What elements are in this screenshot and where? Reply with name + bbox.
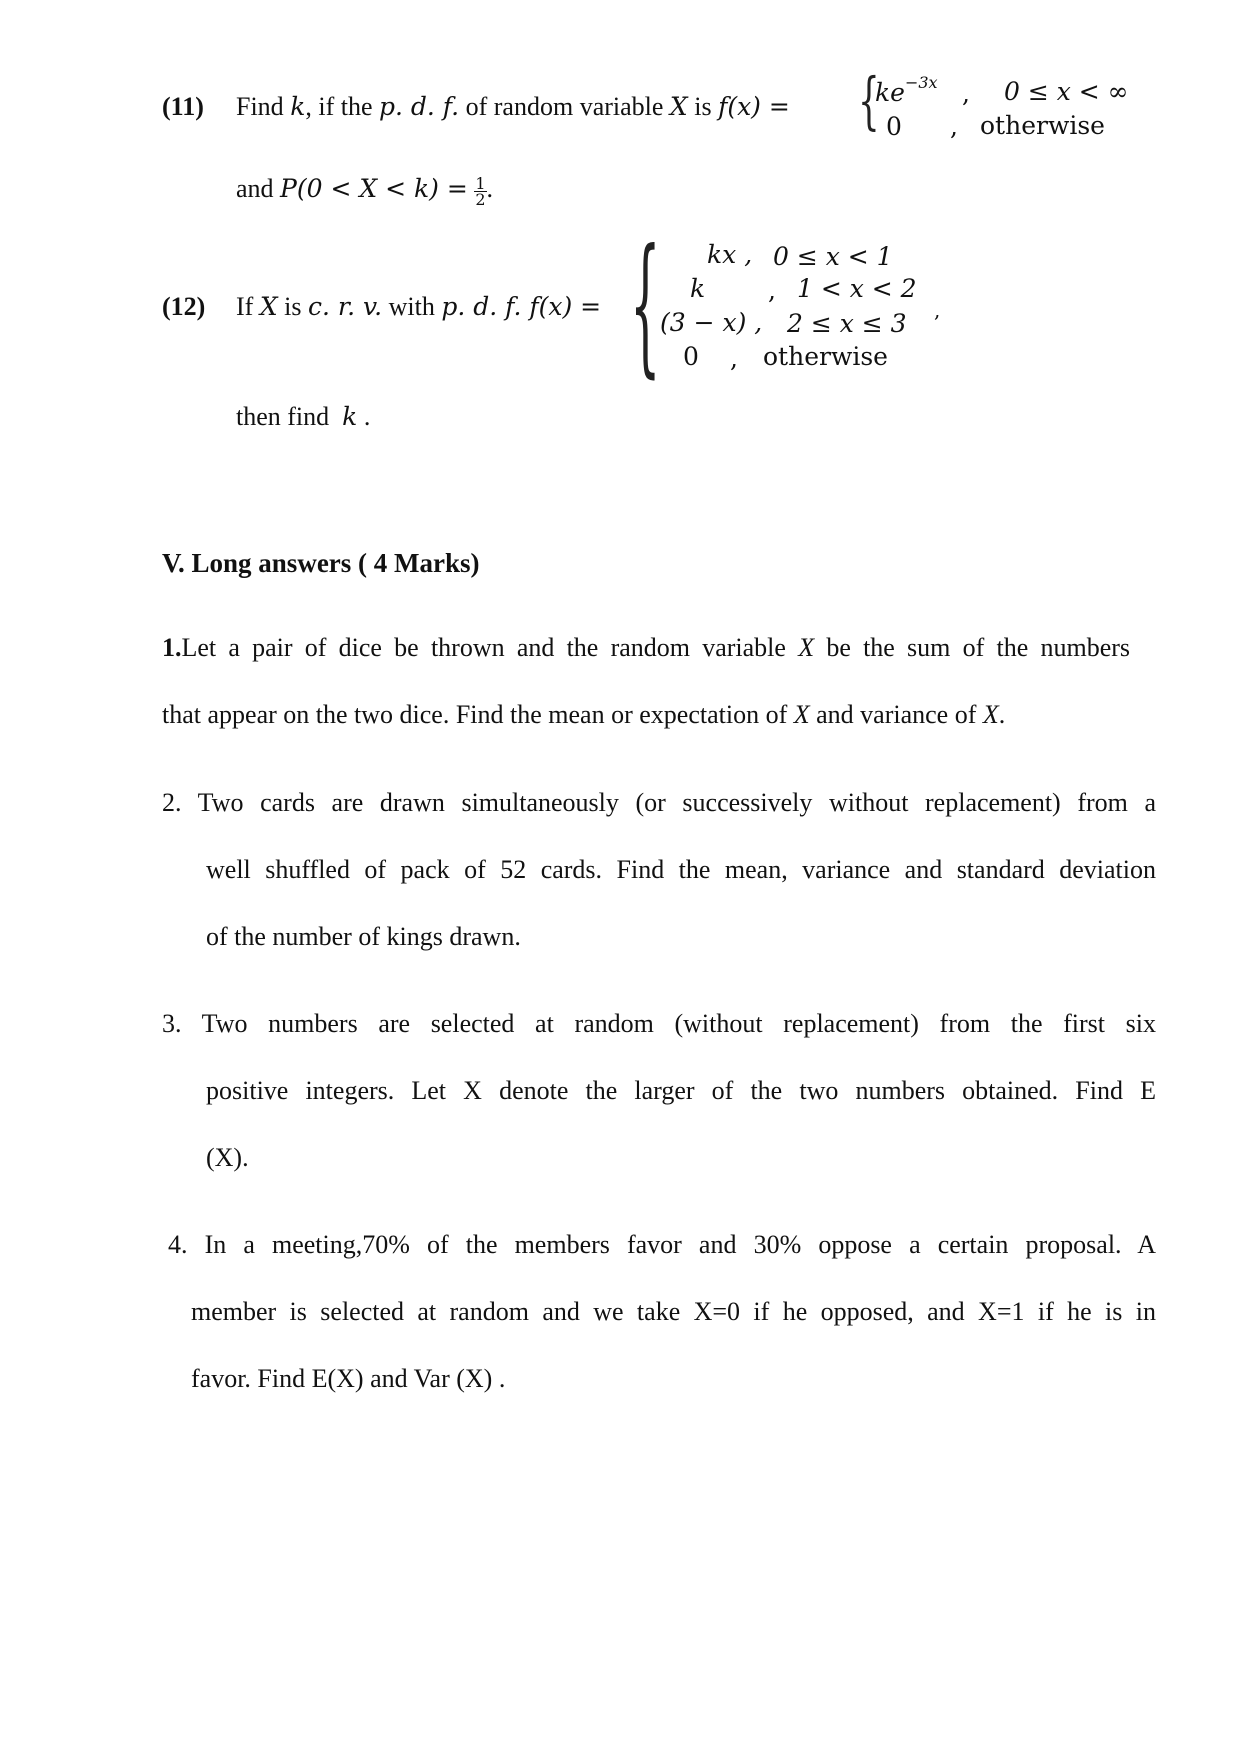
text-segment: be the sum of the numbers — [826, 633, 1131, 662]
text-segment: and variance of — [816, 700, 977, 729]
text-segment: . — [363, 402, 371, 431]
long-answer-line: (X). — [206, 1143, 249, 1172]
fraction-numerator: 1 — [475, 174, 486, 193]
case-expression: kx , — [707, 240, 753, 269]
question-text — [236, 92, 790, 122]
long-answer-line: favor. Find E(X) and Var (X) . — [191, 1364, 506, 1393]
math-probability: P(0 < X < k) = — [280, 174, 468, 203]
text-segment: Let a pair of dice be thrown and the random variable — [181, 633, 786, 662]
math-fx: f(x) = — [718, 92, 790, 121]
left-brace: { — [858, 64, 880, 137]
case-condition: 2 ≤ x ≤ 3 — [787, 309, 907, 338]
section-title: V. Long answers ( 4 Marks) — [162, 548, 480, 578]
question-number: (12) — [162, 292, 206, 321]
long-answer-line: 3. Two numbers are selected at random (without replacement) from the first six — [162, 1009, 1156, 1038]
case-expression: 0 — [683, 342, 699, 371]
long-answer-line — [162, 700, 1005, 730]
text-segment: and — [236, 174, 274, 203]
case-comma: , — [950, 112, 958, 141]
math-exponent: −3x — [904, 73, 938, 92]
text-segment: If — [236, 292, 254, 321]
long-answer-line: 2. Two cards are drawn simultaneously (or successively without replacement) from a — [162, 788, 1156, 817]
question-line-2 — [236, 402, 370, 432]
math-x: X — [982, 700, 999, 729]
case-condition: 0 ≤ x < ∞ — [1004, 77, 1129, 106]
case-condition: 0 ≤ x < 1 — [773, 242, 893, 271]
math-k: k — [290, 92, 306, 121]
text-segment: . — [998, 700, 1006, 729]
text-segment: . — [486, 174, 493, 203]
math-x: X — [669, 92, 688, 121]
long-answer-line: of the number of kings drawn. — [206, 922, 521, 951]
text-segment: , if the — [305, 92, 373, 121]
long-answer-line: well shuffled of pack of 52 cards. Find the mean, variance and standard deviation — [206, 855, 1156, 884]
math-x: X — [793, 700, 810, 729]
math-x: X — [798, 633, 815, 662]
long-answer-line: 4. In a meeting,70% of the members favor and 30% oppose a certain proposal. A — [168, 1230, 1156, 1259]
math-pdf: p. d. f. f(x) = — [441, 292, 602, 321]
question-text — [236, 292, 601, 322]
case-comma: , — [962, 79, 970, 108]
math-crv: c. r. v. — [307, 292, 383, 321]
case-expression — [875, 73, 938, 107]
case-expression: k — [690, 274, 706, 303]
math-ke: ke — [875, 78, 905, 107]
question-line-2 — [236, 174, 493, 207]
fraction-half — [474, 176, 486, 207]
case-condition: 1 < x < 2 — [797, 274, 917, 303]
text-segment: of random variable — [465, 92, 664, 121]
case-expression: (3 − x) , — [660, 308, 763, 337]
long-answer-line: positive integers. Let X denote the larger of the two numbers obtained. Find E — [206, 1076, 1156, 1105]
fraction-denominator: 2 — [475, 190, 486, 209]
text-segment: is — [694, 92, 712, 121]
math-x: X — [259, 292, 278, 321]
question-number: 1. — [162, 633, 182, 662]
long-answer-line — [162, 633, 1130, 663]
trailing-comma: , — [934, 298, 941, 322]
case-comma: , — [730, 344, 738, 373]
text-segment: then find — [236, 402, 330, 431]
text-segment: is — [284, 292, 302, 321]
math-k: k — [342, 402, 358, 431]
left-brace: { — [630, 218, 661, 392]
text-segment: that appear on the two dice. Find the mean or expectation of — [162, 700, 788, 729]
text-segment: with — [388, 292, 435, 321]
case-expression: 0 — [886, 112, 902, 141]
long-answer-line: member is selected at random and we take X=0 if he opposed, and X=1 if he is in — [191, 1297, 1156, 1326]
math-pdf: p. d. f. — [379, 92, 460, 121]
case-condition: otherwise — [980, 111, 1105, 140]
case-condition: otherwise — [763, 342, 888, 371]
question-number: (11) — [162, 92, 204, 121]
case-comma: , — [768, 276, 776, 305]
text-segment: Find — [236, 92, 284, 121]
